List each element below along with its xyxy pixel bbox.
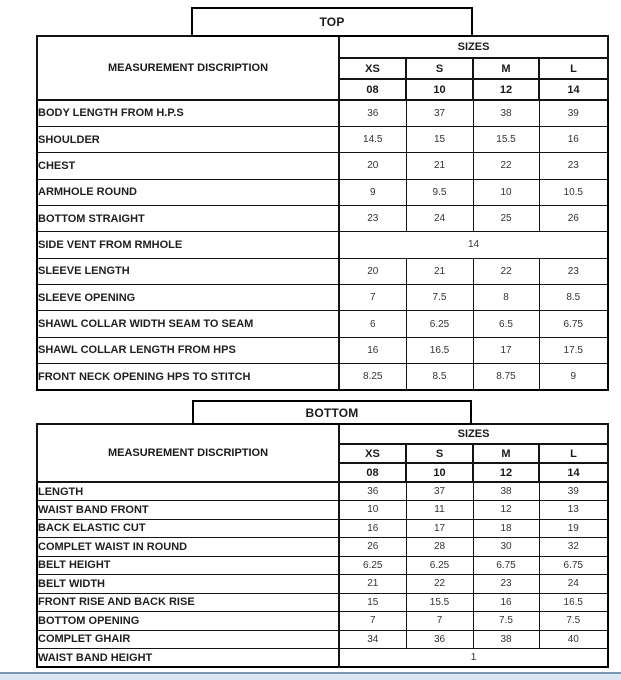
- size-code-header: 12: [473, 463, 539, 482]
- measurement-value: 7.5: [539, 612, 608, 631]
- measurement-value: 22: [473, 153, 539, 179]
- size-name-header: XS: [339, 444, 406, 463]
- measurement-value: 16: [539, 126, 608, 152]
- measurement-value: 26: [539, 205, 608, 231]
- size-name-header: M: [473, 58, 539, 79]
- measurement-value: 38: [473, 100, 539, 126]
- measurement-value: 9: [539, 364, 608, 390]
- measurement-value: 32: [539, 538, 608, 557]
- size-code-header: 12: [473, 79, 539, 100]
- measurement-value: 20: [339, 258, 406, 284]
- measurement-row: [37, 179, 608, 205]
- measurement-label: SHAWL COLLAR WIDTH SEAM TO SEAM: [37, 311, 339, 337]
- measurement-value: 8.25: [339, 364, 406, 390]
- measurement-value: 6.75: [473, 556, 539, 575]
- measurement-value: 8.5: [539, 285, 608, 311]
- measurement-value: 21: [339, 575, 406, 594]
- measurement-value: 6.25: [339, 556, 406, 575]
- header-row-sizes: [37, 424, 608, 444]
- measurement-label: SHAWL COLLAR LENGTH FROM HPS: [37, 337, 339, 363]
- measurement-value: 15: [406, 126, 473, 152]
- measurement-value: 17: [473, 337, 539, 363]
- bottom-table-title-box: [192, 400, 472, 425]
- measurement-value: 22: [473, 258, 539, 284]
- measurement-value: 22: [406, 575, 473, 594]
- size-name-header: L: [539, 58, 608, 79]
- measurement-value-span: 14: [339, 232, 608, 258]
- measurement-label: SLEEVE LENGTH: [37, 258, 339, 284]
- measurement-value: 16: [339, 337, 406, 363]
- measurement-row: [37, 311, 608, 337]
- measurement-value: 8: [473, 285, 539, 311]
- measurement-label: SIDE VENT FROM RMHOLE: [37, 232, 339, 258]
- measurement-value: 24: [539, 575, 608, 594]
- measurement-value: 9: [339, 179, 406, 205]
- measurement-row: [37, 205, 608, 231]
- measurement-value: 37: [406, 482, 473, 501]
- measurement-row: [37, 100, 608, 126]
- measurement-row: [37, 649, 608, 668]
- measurement-value: 21: [406, 153, 473, 179]
- measurement-value: 30: [473, 538, 539, 557]
- size-code-header: 10: [406, 463, 473, 482]
- measurement-value: 10: [339, 501, 406, 520]
- size-code-header: 14: [539, 463, 608, 482]
- measurement-value: 36: [339, 482, 406, 501]
- measurement-label: COMPLET WAIST IN ROUND: [37, 538, 339, 557]
- measurement-value: 7: [339, 285, 406, 311]
- size-name-header: L: [539, 444, 608, 463]
- measurement-description-header: MEASUREMENT DISCRIPTION: [37, 424, 339, 482]
- measurement-value: 36: [406, 630, 473, 649]
- measurement-value: 6.75: [539, 311, 608, 337]
- measurement-value: 16: [339, 519, 406, 538]
- top-table-title-box: [191, 7, 473, 37]
- sizes-header: SIZES: [339, 424, 608, 444]
- measurement-row: [37, 153, 608, 179]
- measurement-row: [37, 364, 608, 390]
- measurement-label: CHEST: [37, 153, 339, 179]
- measurement-row: [37, 501, 608, 520]
- measurement-row: [37, 630, 608, 649]
- measurement-value: 38: [473, 482, 539, 501]
- bottom-table-title: BOTTOM: [305, 405, 359, 420]
- measurement-label: BOTTOM OPENING: [37, 612, 339, 631]
- measurement-row: [37, 593, 608, 612]
- measurement-value: 21: [406, 258, 473, 284]
- measurement-value: 6.75: [539, 556, 608, 575]
- measurement-value: 25: [473, 205, 539, 231]
- size-name-header: S: [406, 58, 473, 79]
- measurement-value: 36: [339, 100, 406, 126]
- measurement-value: 16: [473, 593, 539, 612]
- size-code-header: 14: [539, 79, 608, 100]
- measurement-value: 6.25: [406, 556, 473, 575]
- measurement-value: 7.5: [406, 285, 473, 311]
- measurement-value: 38: [473, 630, 539, 649]
- measurement-value: 23: [539, 258, 608, 284]
- measurement-value: 6.25: [406, 311, 473, 337]
- measurement-description-header: MEASUREMENT DISCRIPTION: [37, 36, 339, 100]
- measurement-label: BACK ELASTIC CUT: [37, 519, 339, 538]
- measurement-row: [37, 575, 608, 594]
- measurement-label: FRONT NECK OPENING HPS TO STITCH: [37, 364, 339, 390]
- sizes-header: SIZES: [339, 36, 608, 58]
- measurement-label: COMPLET GHAIR: [37, 630, 339, 649]
- measurement-label: BELT HEIGHT: [37, 556, 339, 575]
- measurement-value: 16.5: [539, 593, 608, 612]
- measurement-value: 6.5: [473, 311, 539, 337]
- measurement-row: [37, 285, 608, 311]
- measurement-row: [37, 482, 608, 501]
- size-code-header: 08: [339, 463, 406, 482]
- top-table-title: TOP: [319, 15, 345, 29]
- measurement-value: 7: [406, 612, 473, 631]
- measurement-value: 26: [339, 538, 406, 557]
- measurement-value: 34: [339, 630, 406, 649]
- measurement-row: [37, 556, 608, 575]
- measurement-label: LENGTH: [37, 482, 339, 501]
- measurement-value: 13: [539, 501, 608, 520]
- measurement-value: 8.5: [406, 364, 473, 390]
- measurement-value: 11: [406, 501, 473, 520]
- bottom-measurement-table: [36, 423, 609, 668]
- measurement-label: FRONT RISE AND BACK RISE: [37, 593, 339, 612]
- measurement-value: 17.5: [539, 337, 608, 363]
- measurement-label: BELT WIDTH: [37, 575, 339, 594]
- measurement-value: 15: [339, 593, 406, 612]
- measurement-label: BODY LENGTH FROM H.P.S: [37, 100, 339, 126]
- measurement-value: 40: [539, 630, 608, 649]
- measurement-value: 20: [339, 153, 406, 179]
- measurement-value: 23: [339, 205, 406, 231]
- measurement-value: 8.75: [473, 364, 539, 390]
- measurement-row: [37, 538, 608, 557]
- size-code-header: 10: [406, 79, 473, 100]
- measurement-value: 10: [473, 179, 539, 205]
- size-name-header: S: [406, 444, 473, 463]
- measurement-value: 18: [473, 519, 539, 538]
- measurement-value: 14.5: [339, 126, 406, 152]
- top-measurement-table: [36, 35, 609, 391]
- window-edge-bar: [0, 672, 621, 680]
- measurement-value-span: 1: [339, 649, 608, 668]
- measurement-value: 10.5: [539, 179, 608, 205]
- measurement-row: [37, 126, 608, 152]
- measurement-value: 39: [539, 482, 608, 501]
- measurement-row: [37, 232, 608, 258]
- measurement-label: WAIST BAND HEIGHT: [37, 649, 339, 668]
- measurement-value: 37: [406, 100, 473, 126]
- measurement-value: 7: [339, 612, 406, 631]
- measurement-label: WAIST BAND FRONT: [37, 501, 339, 520]
- measurement-value: 9.5: [406, 179, 473, 205]
- measurement-value: 28: [406, 538, 473, 557]
- size-name-header: XS: [339, 58, 406, 79]
- measurement-value: 7.5: [473, 612, 539, 631]
- measurement-label: ARMHOLE ROUND: [37, 179, 339, 205]
- measurement-value: 15.5: [473, 126, 539, 152]
- measurement-value: 6: [339, 311, 406, 337]
- measurement-value: 39: [539, 100, 608, 126]
- header-row-sizes: [37, 36, 608, 58]
- measurement-value: 17: [406, 519, 473, 538]
- measurement-row: [37, 337, 608, 363]
- measurement-label: SLEEVE OPENING: [37, 285, 339, 311]
- measurement-value: 19: [539, 519, 608, 538]
- measurement-label: SHOULDER: [37, 126, 339, 152]
- measurement-value: 23: [539, 153, 608, 179]
- size-name-header: M: [473, 444, 539, 463]
- measurement-value: 16.5: [406, 337, 473, 363]
- measurement-label: BOTTOM STRAIGHT: [37, 205, 339, 231]
- measurement-row: [37, 612, 608, 631]
- measurement-value: 15.5: [406, 593, 473, 612]
- measurement-value: 12: [473, 501, 539, 520]
- measurement-value: 23: [473, 575, 539, 594]
- size-code-header: 08: [339, 79, 406, 100]
- measurement-row: [37, 519, 608, 538]
- measurement-row: [37, 258, 608, 284]
- measurement-value: 24: [406, 205, 473, 231]
